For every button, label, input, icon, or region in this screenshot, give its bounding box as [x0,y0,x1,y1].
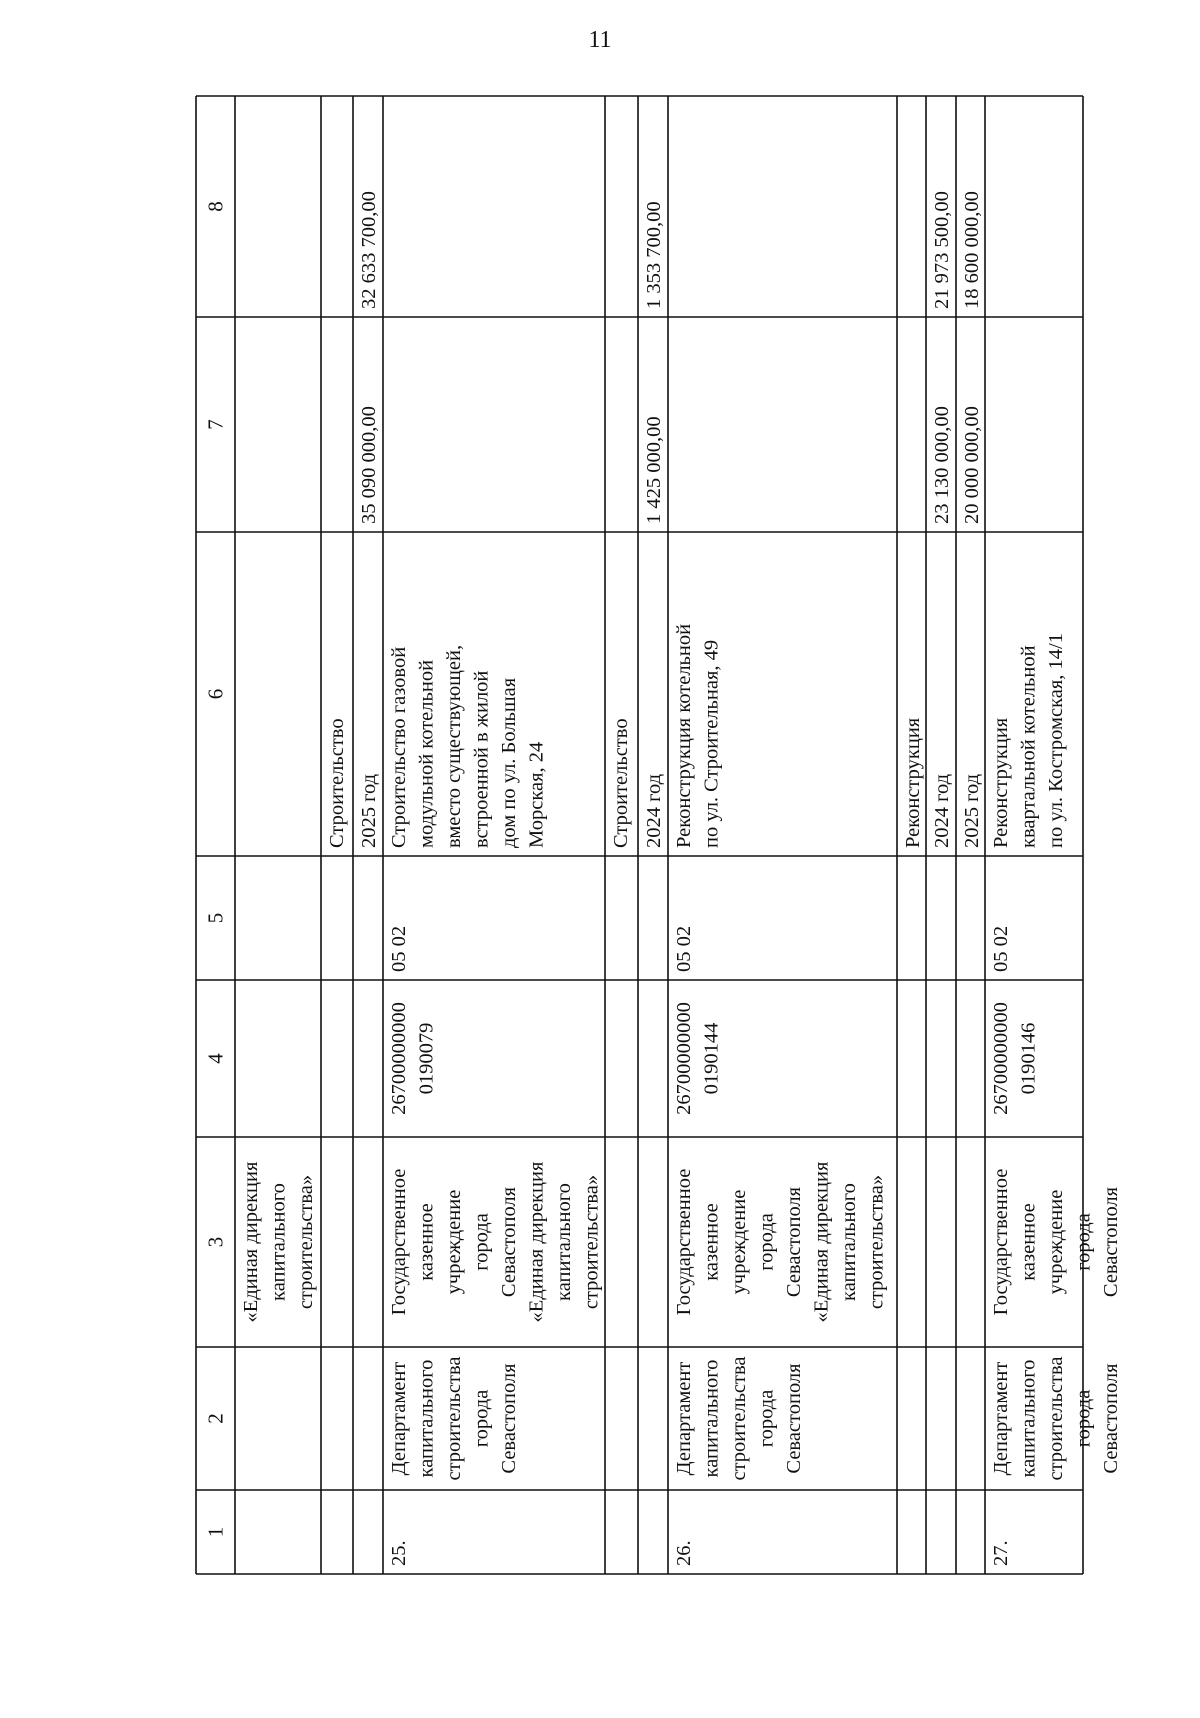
cell-r3-col7: 35 090 000,00 [358,406,380,524]
cell-r7-col3: Государственное [673,1168,695,1316]
cell-r11-col2: капитального [1017,1359,1040,1478]
cell-r4-col3: учреждение [443,1189,465,1295]
cell-r7-col3: учреждение [728,1189,750,1295]
cell-r7-col3: строительства» [865,1174,888,1310]
cell-r7-col3: города [755,1213,778,1271]
cell-r11-col6: по ул. Костромская, 14/1 [1045,633,1067,848]
cell-r11-col6: квартальной котельной [1017,645,1040,848]
cell-r10-col6: 2025 год [961,773,983,848]
cell-r7-col4: 26700000000 [673,1002,695,1115]
cell-r4-col6: Строительство газовой [388,646,410,848]
cell-r11-col1: 27. [990,1540,1012,1566]
cell-r11-col4: 0190146 [1017,1022,1040,1095]
column-header-7: 7 [203,419,228,430]
column-header-1: 1 [203,1526,228,1538]
cell-r4-col3: «Единая дирекция [525,1161,548,1323]
cell-r4-col1: 25. [388,1540,410,1566]
cell-r4-col2: строительства [443,1356,465,1481]
cell-r4-col6: вместо существующей, [443,644,465,848]
cell-r7-col2: строительства [728,1356,750,1481]
cell-r4-col2: Департамент [388,1361,410,1476]
cell-r7-col2: Департамент [673,1361,695,1476]
cell-r7-col3: «Единая дирекция [810,1161,833,1323]
cell-r10-col7: 20 000 000,00 [961,406,983,524]
cell-r11-col3: учреждение [1045,1189,1067,1295]
cell-r5-col6: Строительство [610,718,632,848]
cell-r4-col3: города [470,1213,493,1271]
cell-r11-col2: города [1072,1389,1095,1448]
cell-r4-col3: казенное [415,1203,438,1281]
cell-r7-col2: города [755,1389,778,1448]
cell-r4-col3: Государственное [388,1168,410,1316]
cell-r6-col6: 2024 год [643,773,665,848]
page-number: 11 [588,27,612,53]
cell-r7-col2: Севастополя [783,1363,805,1474]
cell-r1-col3: «Единая дирекция [240,1161,262,1323]
column-header-3: 3 [203,1236,228,1248]
cell-r7-col2: капитального [700,1359,723,1478]
cell-r7-col6: по ул. Строительная, 49 [700,639,723,848]
cell-r7-col5: 05 02 [673,925,695,972]
cell-r11-col2: Департамент [990,1361,1012,1476]
cell-r1-col3: строительства» [295,1174,317,1310]
cell-r4-col2: города [470,1389,493,1448]
cell-r11-col3: Севастополя [1100,1186,1122,1298]
cell-r9-col7: 23 130 000,00 [931,406,953,524]
cell-r3-col8: 32 633 700,00 [358,191,380,309]
cell-r2-col6: Строительство [326,718,348,848]
cell-r6-col8: 1 353 700,00 [643,201,665,309]
cell-r7-col4: 0190144 [700,1022,723,1095]
cell-r9-col6: 2024 год [931,773,953,848]
cell-r9-col8: 21 973 500,00 [931,191,953,309]
cell-r8-col6: Реконструкция [902,717,924,848]
cell-r11-col2: Севастополя [1100,1363,1122,1474]
cell-r11-col3: Государственное [990,1168,1012,1316]
cell-r4-col6: Морская, 24 [525,741,548,848]
cell-r1-col3: капитального [267,1183,290,1301]
cell-r4-col6: дом по ул. Большая [498,677,520,848]
cell-r4-col4: 26700000000 [388,1002,410,1115]
cell-r11-col3: города [1072,1213,1095,1271]
cell-r4-col4: 0190079 [415,1022,438,1095]
cell-r10-col8: 18 600 000,00 [961,191,983,309]
column-header-8: 8 [203,201,228,212]
cell-r4-col3: Севастополя [498,1186,520,1298]
cell-r4-col5: 05 02 [388,925,410,972]
cell-r7-col6: Реконструкция котельной [673,623,695,848]
cell-r4-col3: капитального [553,1183,575,1301]
cell-r7-col3: казенное [700,1203,723,1281]
cell-r4-col3: строительства» [580,1174,603,1310]
column-header-6: 6 [203,688,228,700]
cell-r3-col6: 2025 год [358,773,380,848]
cell-r11-col6: Реконструкция [990,717,1012,848]
column-header-4: 4 [203,1053,228,1064]
cell-r7-col3: Севастополя [783,1186,805,1298]
column-header-2: 2 [203,1413,228,1424]
cell-r7-col3: капитального [838,1183,860,1301]
cell-r11-col3: казенное [1017,1203,1040,1281]
cell-r11-col4: 26700000000 [990,1002,1012,1115]
cell-r4-col2: Севастополя [498,1363,520,1474]
cell-r11-col5: 05 02 [990,925,1012,972]
column-header-5: 5 [203,912,228,924]
cell-r4-col6: встроенной в жилой [470,670,493,848]
cell-r4-col2: капитального [415,1359,438,1478]
cell-r4-col6: модульной котельной [415,659,438,848]
cell-r6-col7: 1 425 000,00 [643,416,665,524]
cell-r7-col1: 26. [673,1540,695,1566]
cell-r11-col2: строительства [1045,1356,1067,1481]
